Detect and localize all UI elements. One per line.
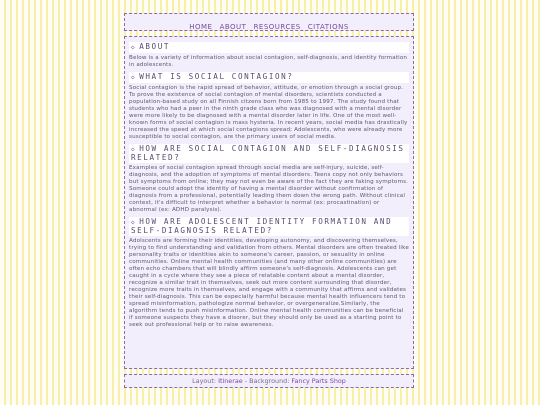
section-title	[129, 144, 409, 163]
section-body: Examples of social contagion spread through social media are self-injury, suicide, self-diagnosis, and the adoption of symptoms of mental disorders. Teens copy not only behaviors but symptoms from online; they may not even be aware of the fact they are faking symptoms. Someone could adopt the identity of having a mental disorder without confirmation of diagnosis from a professional, potentially leading them down the wrong path. Without clinical context, it's difficult to interpret whether a behavior is normal (ex: procastination) or abnormal (ex: ADHD paralysis).	[129, 165, 409, 213]
section-title	[129, 42, 409, 53]
footer-background-label: Background:	[249, 377, 290, 385]
section-body: Adolscents are forming their identities, developing autonomy, and discovering themselves, trying to find understanding and validation from others. Mental disorders are often treated like personality traits or identities akin to someone's career, passion, or sexuality in online communities. Online mental health communities (and many other online communities) are often echo chambers that will blindly affirm someone's self-diagnosis. Adolescents can get caught in a cycle where they see a piece of relatable content about a mental disorder, recognize a similar trait in themselves, seek out more content surrounding that disorder, recognize more traits in themselves, and engage with a community that affirms and validates their self-diagnosis. This can be especially harmful because mental health influencers tend to spread misinformation, pathologize normal behavior, or overgeneralize.Similarly, the algorithm tends to push misinformation. Online mental health communities can be beneficial if someone suspects they have a disorer, but they should only be used as a starting point to seek out professional help or to raise awareness.	[129, 238, 409, 328]
section-contagion-self-diagnosis	[129, 144, 409, 214]
section-title-text: HOW ARE SOCIAL CONTAGION AND SELF-DIAGNOSIS RELATED?	[131, 144, 405, 162]
section-title-text: WHAT IS SOCIAL CONTAGION?	[139, 72, 294, 81]
footer-layout-label: Layout:	[192, 377, 217, 385]
section-what-is-social-contagion	[129, 72, 409, 141]
nav-resources-link[interactable]: RESOURCES	[253, 23, 301, 31]
section-identity-self-diagnosis	[129, 217, 409, 329]
footer-separator: -	[244, 377, 248, 385]
section-title	[129, 217, 409, 236]
top-nav	[124, 13, 414, 31]
section-about	[129, 42, 409, 69]
footer	[124, 374, 414, 388]
section-title	[129, 72, 409, 83]
section-body: Below is a variety of information about social contagion, self-diagnosis, and identity formation in adolescents.	[129, 55, 408, 68]
diamond-icon: ◇	[131, 219, 137, 226]
section-body: Social contagion is the rapid spread of behavior, attitude, or emotion through a social group. To prove the existence of social contagion of mental disorders, scientists conducted a population-based study on all Finnish citzens born from 1985 to 1997. The study found that students who had a peer in the ninth grade class who was diagnosed with a mental disorder were more likely to be diagnosed with a mental disorder later in life. One of the most well-known forms of social contagion is mass hysteria. In recent years, social media has drastically increased the speed at which social contagions spread; Adolescents, who were already more susceptible to social contagion, are the primary users of social media.	[129, 85, 408, 140]
footer-background-link[interactable]: Fancy Parts Shop	[291, 377, 346, 385]
diamond-icon: ◇	[131, 44, 137, 51]
section-title-text: ABOUT	[139, 42, 171, 51]
footer-layout-link[interactable]: Itinerae	[218, 377, 243, 385]
nav-about-link[interactable]: ABOUT	[219, 23, 247, 31]
diamond-icon: ◇	[131, 146, 137, 153]
nav-citations-link[interactable]: CITATIONS	[307, 23, 349, 31]
nav-home-link[interactable]: HOME	[189, 23, 213, 31]
section-title-text: HOW ARE ADOLESCENT IDENTITY FORMATION AND SELF-DIAGNOSIS RELATED?	[131, 217, 393, 235]
content-panel[interactable]	[124, 36, 414, 369]
diamond-icon: ◇	[131, 74, 137, 81]
